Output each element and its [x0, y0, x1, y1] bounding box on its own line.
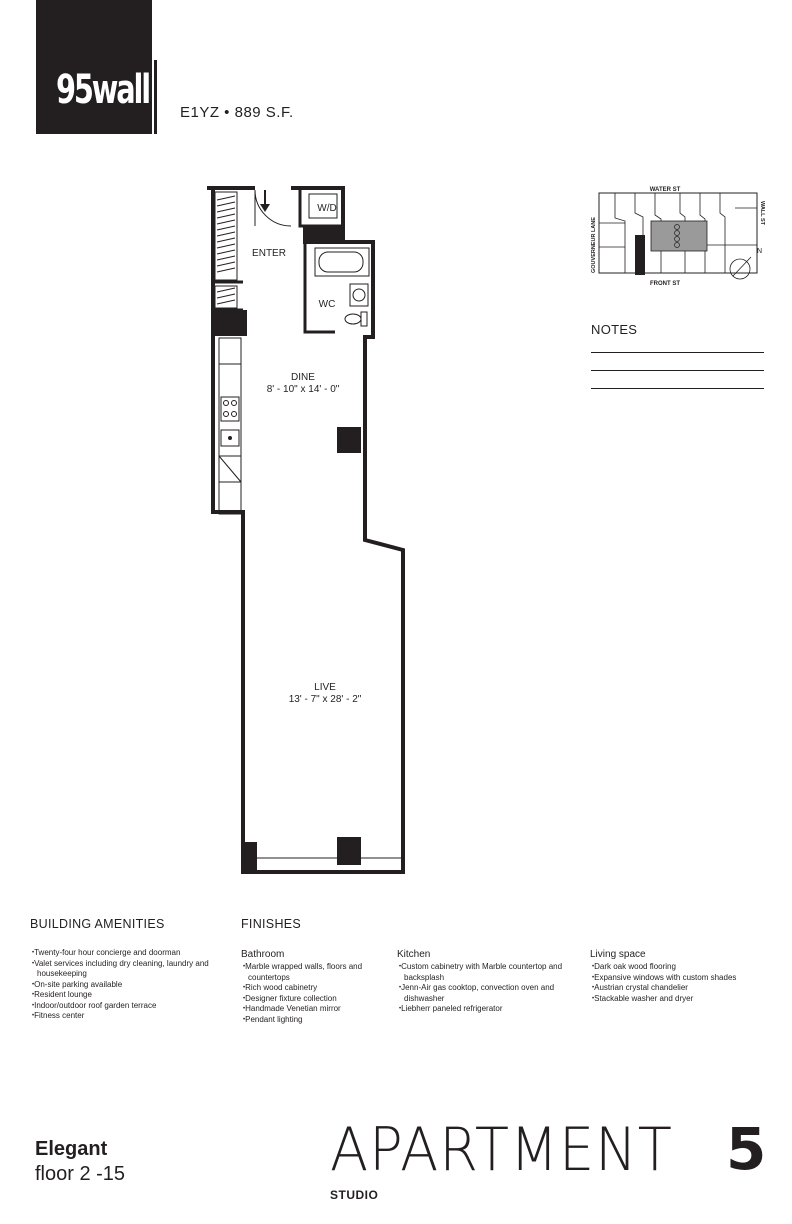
unit-designation: E1YZ • 889 S.F. — [180, 104, 294, 121]
finishes-title: FINISHES — [241, 917, 302, 931]
amenity-item: • Fitness center — [30, 1011, 220, 1022]
logo-text: 95wall — [56, 67, 149, 113]
logo — [36, 0, 152, 134]
kitchen-heading: Kitchen — [397, 949, 431, 960]
amenity-item: • Twenty-four hour concierge and doorman — [30, 948, 220, 959]
notes-line — [591, 388, 764, 389]
bathroom-item: • Rich wood cabinetry — [241, 983, 371, 994]
tagline-bold: Elegant — [35, 1138, 108, 1160]
tagline-floors: floor 2 -15 — [35, 1163, 126, 1185]
kitchen-counter — [219, 338, 241, 514]
brand-text: APARTMENT — [330, 1115, 673, 1185]
bathroom-heading: Bathroom — [241, 949, 285, 960]
living-item: • Austrian crystal chandelier — [590, 983, 770, 994]
kitchen-item: • Custom cabinetry with Marble countertop and backsplash — [397, 962, 572, 983]
living-heading: Living space — [590, 949, 646, 960]
entry-door — [255, 190, 291, 226]
bathroom-item: • Pendant lighting — [241, 1015, 371, 1026]
finishes-living — [590, 948, 770, 1004]
street-label-left: GOUVERNEUR LANE — [591, 217, 597, 273]
notes-line — [591, 352, 764, 353]
bathroom-item: • Marble wrapped walls, floors and countertops — [241, 962, 371, 983]
street-label-right: WALL ST — [759, 201, 765, 226]
key-plan-unit-marker — [635, 235, 645, 275]
room-label-wc: WC — [318, 299, 336, 310]
living-item: • Expansive windows with custom shades — [590, 973, 770, 984]
amenity-item: • On-site parking available — [30, 980, 220, 991]
living-item: • Dark oak wood flooring — [590, 962, 770, 973]
bathroom-item: • Designer fixture collection — [241, 994, 371, 1005]
finishes-bathroom — [241, 948, 371, 1025]
brand-number: 5 — [726, 1115, 767, 1183]
room-label-dine: DINE — [291, 372, 315, 383]
amenity-item: • Indoor/outdoor roof garden terrace — [30, 1001, 220, 1012]
kitchen-sink-icon — [221, 430, 239, 446]
north-label: N — [757, 248, 763, 255]
finishes-kitchen — [397, 948, 572, 1015]
sink-icon — [350, 284, 368, 306]
room-label-wd: W/D — [317, 203, 337, 214]
room-dims-live: 13' - 7" x 28' - 2" — [288, 694, 362, 705]
kitchen-item: • Liebherr paneled refrigerator — [397, 1004, 572, 1015]
columns — [213, 226, 361, 870]
entry-arrow-icon — [260, 190, 270, 212]
amenities-title: BUILDING AMENITIES — [30, 917, 165, 931]
bathroom-item: • Handmade Venetian mirror — [241, 1004, 371, 1015]
room-label-enter: ENTER — [252, 248, 286, 259]
logo-accent-bar — [154, 60, 157, 134]
notes-title: NOTES — [591, 322, 638, 337]
toilet-icon — [345, 312, 367, 326]
bathtub-icon — [315, 248, 369, 276]
cooktop-icon — [221, 397, 239, 421]
logo-bar — [183, 60, 188, 134]
amenity-item: • Valet services including dry cleaning, laundry and housekeeping — [30, 959, 220, 980]
living-item: • Stackable washer and dryer — [590, 994, 770, 1005]
unit-type: STUDIO — [330, 1188, 379, 1202]
notes-line — [591, 370, 764, 371]
kitchen-item: • Jenn-Air gas cooktop, convection oven and dishwasher — [397, 983, 572, 1004]
amenities-list — [30, 948, 220, 1022]
key-plan — [585, 183, 770, 293]
street-label-top: WATER ST — [649, 187, 681, 193]
room-dims-dine: 8' - 10" x 14' - 0" — [266, 384, 340, 395]
floor-plan — [195, 182, 410, 874]
street-label-bottom: FRONT ST — [650, 281, 680, 287]
room-label-live: LIVE — [314, 682, 336, 693]
closet-hatching — [215, 192, 237, 308]
amenity-item: • Resident lounge — [30, 990, 220, 1001]
